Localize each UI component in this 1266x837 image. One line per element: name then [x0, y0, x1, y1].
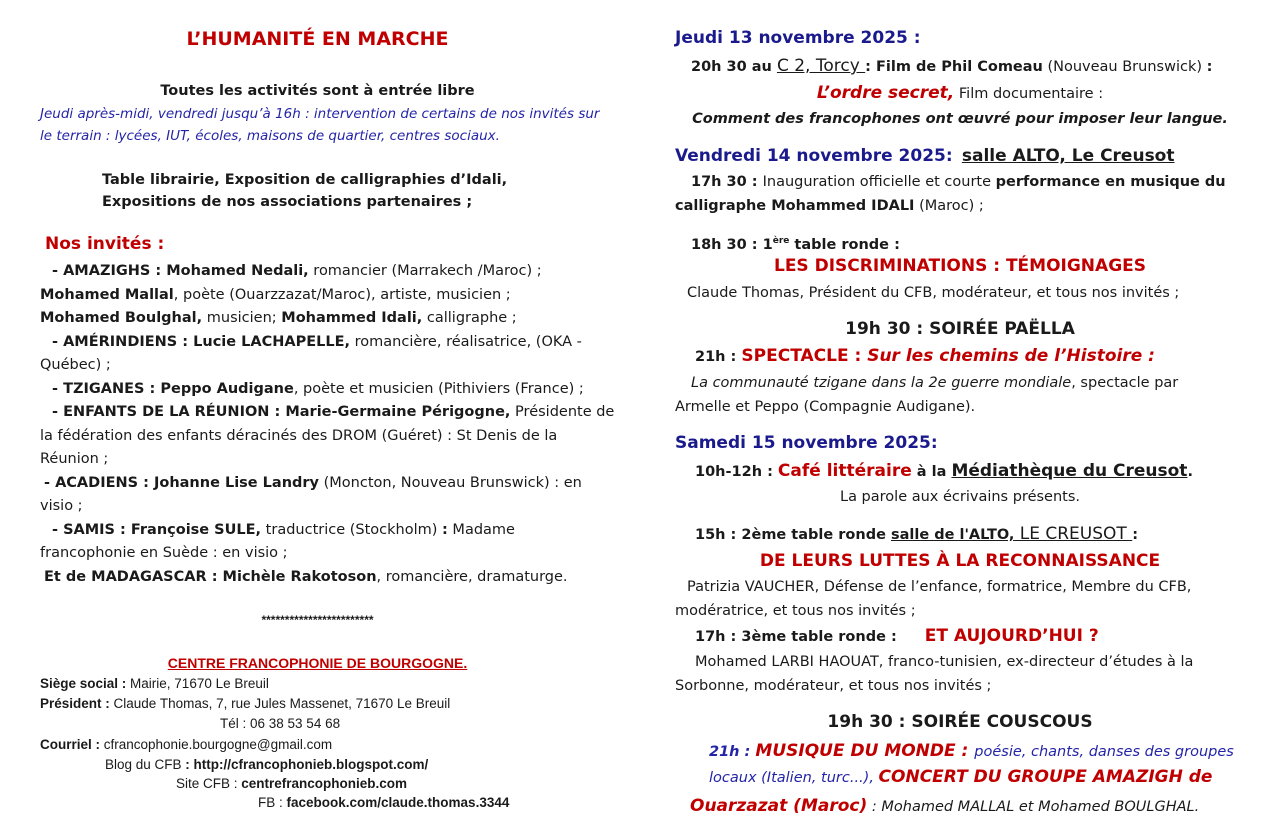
guest-line: la fédération des enfants déracinés des DROM (Guéret) : St Denis de la [40, 428, 558, 444]
event-text: à la [911, 464, 952, 480]
film-origin: (Nouveau Brunswick) [1042, 59, 1207, 75]
saturday-dinner: 19h 30 : SOIRÉE COUSCOUS [827, 712, 1093, 732]
siege-value: Mairie, 71670 Le Breuil [130, 676, 269, 691]
round-table-2-title: DE LEURS LUTTES À LA RECONNAISSANCE [759, 551, 1161, 571]
facebook-link[interactable]: facebook.com/claude.thomas.3344 [286, 795, 510, 810]
friday-show-desc-2: Armelle et Peppo (Compagnie Audigane). [675, 399, 976, 415]
guest-desc: calligraphe ; [422, 310, 517, 326]
guest-desc: , poète (Ouarzzazat/Maroc), artiste, musicien ; [173, 287, 511, 303]
guest-line [52, 332, 582, 352]
site-label: Site CFB : [176, 776, 242, 791]
event-text: Inauguration officielle et courte [762, 174, 996, 190]
guest-desc: Présidente de [510, 404, 615, 420]
guest-name: Mohammed Idali, [281, 310, 423, 326]
guest-name: Peppo Audigane [160, 381, 294, 397]
film-by: : Film de Phil Comeau [865, 59, 1043, 75]
intervention-line-2: le terrain : lycées, IUT, écoles, maisons de quartier, centres sociaux. [40, 128, 500, 144]
event-venue-city: LE CREUSOT [1014, 524, 1133, 544]
guest-desc: , romancière, dramaturge. [376, 569, 568, 585]
show-desc-italic: La communauté tzigane dans la 2e guerre mondiale [691, 375, 1072, 391]
concert-title: CONCERT DU GROUPE AMAZIGH de [878, 767, 1213, 787]
round-table-1-moderator: Claude Thomas, Président du CFB, modérateur, et tous nos invités ; [687, 285, 1180, 301]
guest-line [52, 402, 614, 422]
guest-line [44, 473, 582, 493]
site-link[interactable]: centrefrancophonieb.com [241, 776, 408, 791]
music-desc: locaux (Italien, turc...), [709, 770, 879, 786]
event-time: 10h-12h : [695, 464, 778, 480]
guest-desc: (Moncton, Nouveau Brunswick) : en [319, 475, 582, 491]
music-desc: poésie, chants, danses des groupes [974, 744, 1234, 760]
guest-name: Mohamed Mallal [40, 287, 174, 303]
exhibit-line-1: Table librairie, Exposition de calligraphies d’Idali, [102, 172, 508, 188]
event-time: 17h 30 : [691, 174, 763, 190]
show-label: SPECTACLE : [741, 346, 868, 366]
siege-label: Siège social : [40, 676, 131, 691]
guest-desc: musicien; [202, 310, 282, 326]
guest-line [40, 285, 511, 305]
friday-round-table-1 [691, 231, 900, 255]
saturday-cafe-sub: La parole aux écrivains présents. [839, 489, 1080, 505]
org-site [176, 774, 407, 793]
guest-line [52, 379, 584, 399]
event-highlight: performance en musique du [995, 174, 1226, 190]
round-table-2-moderator-1: Patrizia VAUCHER, Défense de l’enfance, formatrice, Membre du CFB, [687, 579, 1192, 595]
guest-line [44, 567, 568, 587]
event-time: 20h 30 au [691, 59, 777, 75]
superscript: ère [772, 236, 790, 246]
org-facebook [258, 793, 509, 812]
round-table-2-moderator-2: modératrice, et tous nos invités ; [675, 603, 916, 619]
guest-group: Et de MADAGASCAR : [44, 569, 223, 585]
guest-name: Marie-Germaine Périgogne, [285, 404, 511, 420]
colon: : [1132, 527, 1139, 543]
thursday-film-line [691, 56, 1212, 77]
day-heading-saturday: Samedi 15 novembre 2025: [675, 433, 938, 453]
guest-name: Lucie LACHAPELLE, [193, 334, 351, 350]
day-venue: salle ALTO, Le Creusot [961, 146, 1175, 166]
event-highlight: calligraphe Mohammed IDALI [675, 198, 915, 214]
president-label: Président : [40, 696, 114, 711]
friday-show-desc [691, 373, 1178, 393]
guest-line [40, 308, 517, 328]
guest-group: - TZIGANES : [52, 381, 161, 397]
film-title: L’ordre secret, [816, 83, 955, 103]
event-time: 18h 30 : 1 [691, 236, 773, 253]
guest-line [52, 520, 515, 540]
concert-artists: : Mohamed MALLAL et Mohamed BOULGHAL. [867, 799, 1200, 815]
org-name: CENTRE FRANCOPHONIE DE BOURGOGNE. [167, 655, 468, 671]
event-time: 21h : [709, 744, 756, 760]
guest-line: Québec) ; [40, 357, 111, 373]
intervention-line-1: Jeudi après-midi, vendredi jusqu’à 16h : intervention de certains de nos invités sur [40, 106, 600, 122]
day-label: Vendredi 14 novembre 2025: [675, 146, 953, 166]
round-table-3-moderator-1: Mohamed LARBI HAOUAT, franco-tunisien, ex-directeur d’études à la [695, 654, 1194, 670]
cafe-label: Café littéraire [777, 461, 912, 481]
guest-name: Mohamed Nedali, [166, 263, 309, 279]
event-time: 21h : [695, 349, 742, 365]
colon: : [1206, 59, 1213, 75]
round-table-3-title: ET AUJOURD’HUI ? [924, 626, 1099, 646]
friday-dinner: 19h 30 : SOIRÉE PAËLLA [845, 319, 1075, 339]
fb-label: FB : [258, 795, 287, 810]
saturday-music-line-3 [690, 796, 1199, 817]
round-table-3-moderator-2: Sorbonne, modérateur, et tous nos invités ; [675, 678, 992, 694]
guest-name: Michèle Rakotoson [222, 569, 377, 585]
guest-name: Françoise SULE, [130, 522, 262, 538]
round-table-1-title: LES DISCRIMINATIONS : TÉMOIGNAGES [773, 256, 1147, 276]
music-label: MUSIQUE DU MONDE : [755, 741, 975, 761]
event-text: (Maroc) ; [914, 198, 984, 214]
film-subtitle: Comment des francophones ont œuvré pour imposer leur langue. [692, 111, 1228, 127]
guest-line: Réunion ; [40, 451, 109, 467]
page-title: L’HUMANITÉ EN MARCHE [186, 28, 449, 50]
guest-name: Johanne Lise Landry [153, 475, 320, 491]
event-label: table ronde : [789, 236, 900, 253]
org-email [40, 735, 332, 754]
saturday-round-table-2 [695, 524, 1138, 545]
guest-group: - SAMIS : [52, 522, 131, 538]
guest-desc: , poète et musicien (Pithiviers (France) ; [293, 381, 584, 397]
email-link[interactable]: cfrancophonie.bourgogne@gmail.com [103, 737, 333, 752]
event-venue: salle de l'ALTO, [890, 527, 1015, 543]
saturday-music-line-2 [709, 767, 1212, 788]
show-title: Sur les chemins de l’Histoire : [867, 346, 1155, 366]
event-venue: C 2, Torcy [776, 56, 866, 76]
event-venue: Médiathèque du Creusot [951, 461, 1188, 481]
saturday-music-line [709, 741, 1234, 762]
saturday-cafe-line [695, 461, 1193, 482]
guest-group: - AMAZIGHS : [52, 263, 167, 279]
guest-group: - AMÉRINDIENS : [52, 334, 194, 350]
friday-inauguration-line [691, 172, 1226, 192]
friday-inauguration-line-2 [675, 196, 984, 216]
film-title-line [675, 83, 1245, 104]
blog-link[interactable]: : http://cfrancophonieb.blogspot.com/ [185, 757, 429, 772]
exhibit-line-2: Expositions de nos associations partenaires ; [102, 194, 473, 210]
period: . [1187, 464, 1193, 480]
guests-heading: Nos invités : [45, 234, 165, 254]
guest-desc: romancier (Marrakech /Maroc) ; [308, 263, 542, 279]
free-entry-notice: Toutes les activités sont à entrée libre [160, 83, 475, 99]
guest-group: - ACADIENS : [44, 475, 154, 491]
guest-name: Mohamed Boulghal, [40, 310, 203, 326]
guest-desc: traductrice (Stockholm) [261, 522, 443, 538]
concert-place: Ouarzazat (Maroc) [690, 796, 868, 816]
separator-colon: : [442, 522, 448, 538]
day-heading-friday [675, 146, 1175, 167]
day-heading-thursday: Jeudi 13 novembre 2025 : [675, 28, 921, 48]
guest-group: - ENFANTS DE LA RÉUNION : [52, 404, 286, 420]
org-tel: Tél : 06 38 53 54 68 [220, 716, 341, 731]
guest-line: visio ; [40, 498, 83, 514]
guest-desc: romancière, réalisatrice, (OKA - [350, 334, 582, 350]
event-time: 17h : 3ème table ronde : [695, 629, 897, 645]
saturday-round-table-3 [695, 626, 1099, 647]
friday-show-line [695, 346, 1155, 367]
guest-line [52, 261, 542, 281]
event-time: 15h : 2ème table ronde [695, 527, 891, 543]
org-president [40, 694, 450, 713]
president-value: Claude Thomas, 7, rue Jules Massenet, 71670 Le Breuil [113, 696, 451, 711]
guest-desc: Madame [447, 522, 515, 538]
show-desc: , spectacle par [1071, 375, 1179, 391]
blog-label: Blog du CFB [105, 757, 186, 772]
separator-stars: ************************ [261, 613, 374, 627]
guest-line: francophonie en Suède : en visio ; [40, 545, 288, 561]
film-type: Film documentaire : [954, 86, 1104, 102]
email-label: Courriel : [40, 737, 104, 752]
org-blog [105, 755, 428, 774]
org-siege [40, 674, 269, 693]
